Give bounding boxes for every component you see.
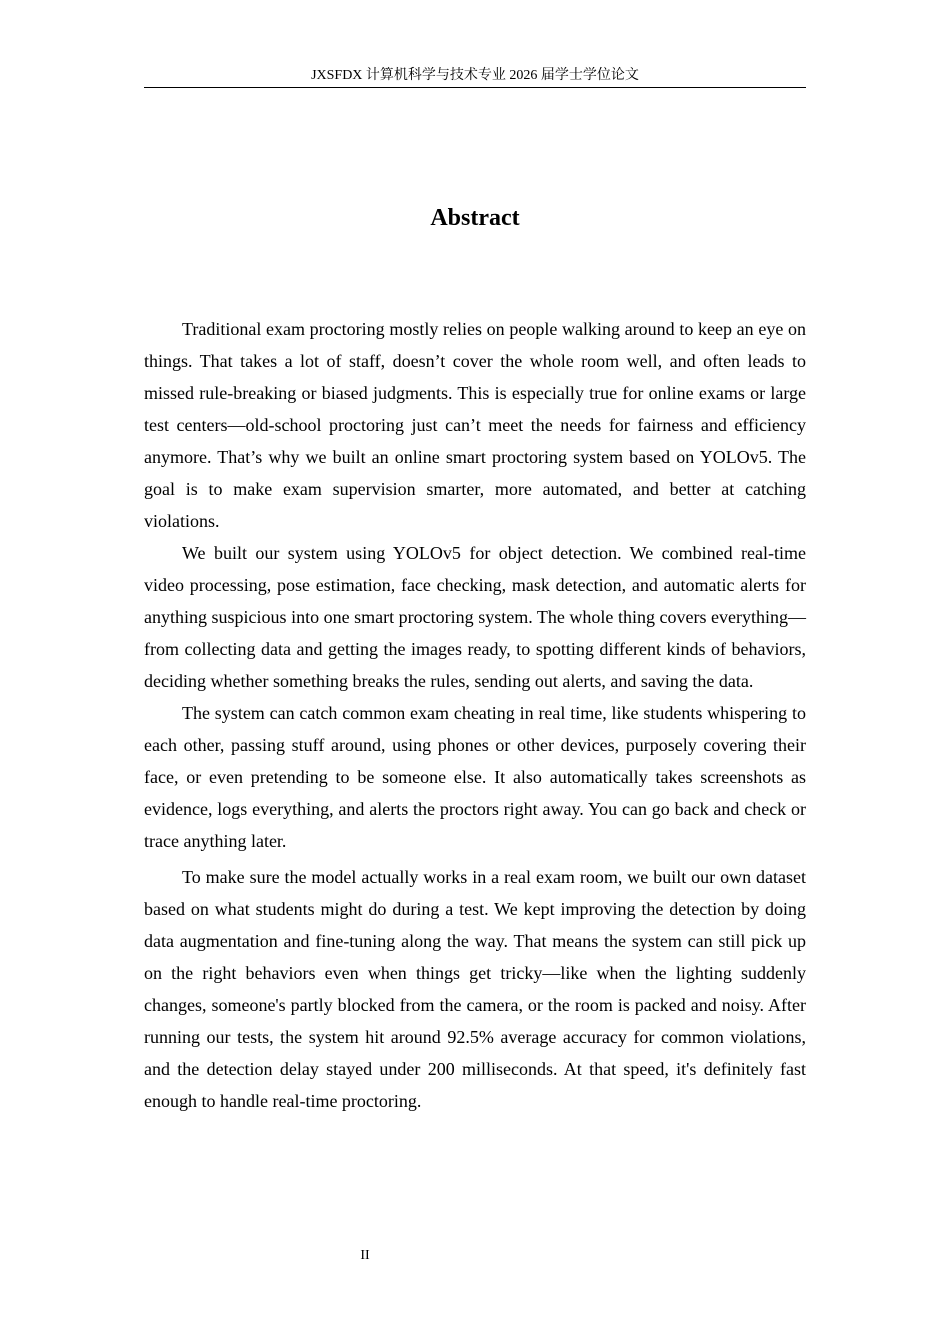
running-header: JXSFDX 计算机科学与技术专业 2026 届学士学位论文 (311, 68, 639, 83)
abstract-paragraph-3: The system can catch common exam cheating in real time, like students whispering to each other, passing stuff around, using phones or other devices, purposely covering their face, or even pretending to be someone else. It also automatically takes screenshots as evidence, logs everything, and alerts the proctors right away. You can go back and check or trace anything later. (144, 703, 806, 851)
abstract-body (144, 313, 806, 1117)
abstract-paragraph-4: To make sure the model actually works in a real exam room, we built our own dataset based on what students might do during a test. We kept improving the detection by doing data augmentation and fine-tuning along the way. That means the system can still pick up on the right behaviors even when things get tricky—like when the lighting suddenly changes, someone's partly blocked from the camera, or the room is packed and noisy. After running our tests, the system hit around 92.5% average accuracy for common violations, and the detection delay stayed under 200 milliseconds. At that speed, it's definitely fast enough to handle real-time proctoring. (144, 867, 806, 1111)
page-number: II (360, 1248, 370, 1263)
abstract-paragraph-2: We built our system using YOLOv5 for object detection. We combined real-time video processing, pose estimation, face checking, mask detection, and automatic alerts for anything suspicious into one smart proctoring system. The whole thing covers everything—from collecting data and getting the images ready, to spotting different kinds of behaviors, deciding whether something breaks the rules, sending out alerts, and saving the data. (144, 543, 806, 691)
abstract-title: Abstract (430, 205, 520, 231)
header-rule (144, 87, 806, 88)
abstract-paragraph-1: Traditional exam proctoring mostly relies on people walking around to keep an eye on things. That takes a lot of staff, doesn’t cover the whole room well, and often leads to missed rule-breaking or biased judgments. This is especially true for online exams or large test centers—old-school proctoring just can’t meet the needs for fairness and efficiency anymore. That’s why we built an online smart proctoring system based on YOLOv5. The goal is to make exam supervision smarter, more automated, and better at catching violations. (144, 319, 806, 531)
